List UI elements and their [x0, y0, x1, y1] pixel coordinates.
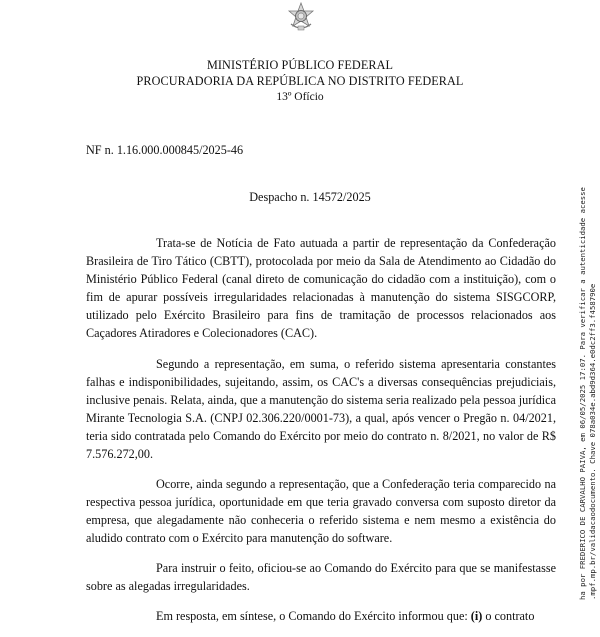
document-header — [0, 58, 600, 104]
paragraph-2: Segundo a representação, em suma, o referido sistema apresentaria constantes falhas e indisponibilidades, sujeitando, assim, os CAC's a diversas consequências prejudiciais, inclusive penais. Relata, ainda, que a manutenção do sistema seria realizado pela pessoa jurídica Mirante Tecnologia S.A. (CNPJ 02.306.220/0001-73), a qual, após vencer o Pregão n. 04/2021, teria sido contratada pelo Comando do Exército por meio do contrato n. 8/2021, no valor de R$ 7.576.272,00. — [86, 357, 556, 461]
header-institution: MINISTÉRIO PÚBLICO FEDERAL — [206, 58, 394, 72]
item-marker: (i) — [470, 609, 483, 623]
signature-verification-text — [578, 8, 598, 600]
signature-line-2: .mpf.mp.br/validacaodocumento. Chave 078a034e.abd9d364.e0dc2ff3.f458790e — [588, 283, 597, 600]
despacho-title: Despacho n. 14572/2025 — [249, 190, 371, 204]
brazil-coat-of-arms-icon — [286, 2, 316, 32]
signature-verification-sidebar — [572, 8, 600, 600]
despacho-title-wrap — [0, 190, 600, 205]
header-office: PROCURADORIA DA REPÚBLICA NO DISTRITO FEDERAL — [136, 74, 464, 88]
header-unit: 13º Ofício — [276, 91, 324, 103]
paragraph-3: Ocorre, ainda segundo a representação, que a Confederação teria comparecido na respectiva pessoa jurídica, oportunidade em que teria gravado conversa com suposto diretor da empresa, que alegadamente não conheceria o referido sistema e nem mesmo a existência do aludido contrato com o Exército para manutenção do software. — [86, 477, 556, 545]
paragraph-1: Trata-se de Notícia de Fato autuada a partir de representação da Confederação Brasileira de Tiro Tático (CBTT), protocolada por meio da Sala de Atendimento ao Cidadão do Ministério Público Federal (canal direto de comunicação do cidadão com a instituição), com o fim de apurar possíveis irregularidades relacionadas à manutenção do sistema SISGCORP, utilizado pelo Exército Brasileiro para fins de tramitação de processos relacionados aos Caçadores Atiradores e Colecionadores (CAC). — [86, 236, 556, 340]
paragraph-4: Para instruir o feito, oficiou-se ao Comando do Exército para que se manifestasse sobre as alegadas irregularidades. — [86, 561, 556, 593]
document-body — [86, 234, 556, 637]
case-reference: NF n. 1.16.000.000845/2025-46 — [86, 143, 244, 157]
signature-line-1: ha por FREDERICO DE CARVALHO PAIVA, em 06/05/2025 17:07. Para verificar a autenticidade acesse — [578, 187, 587, 600]
paragraph-5: Em resposta, em síntese, o Comando do Exército informou que: (i) o contrato — [156, 609, 535, 623]
